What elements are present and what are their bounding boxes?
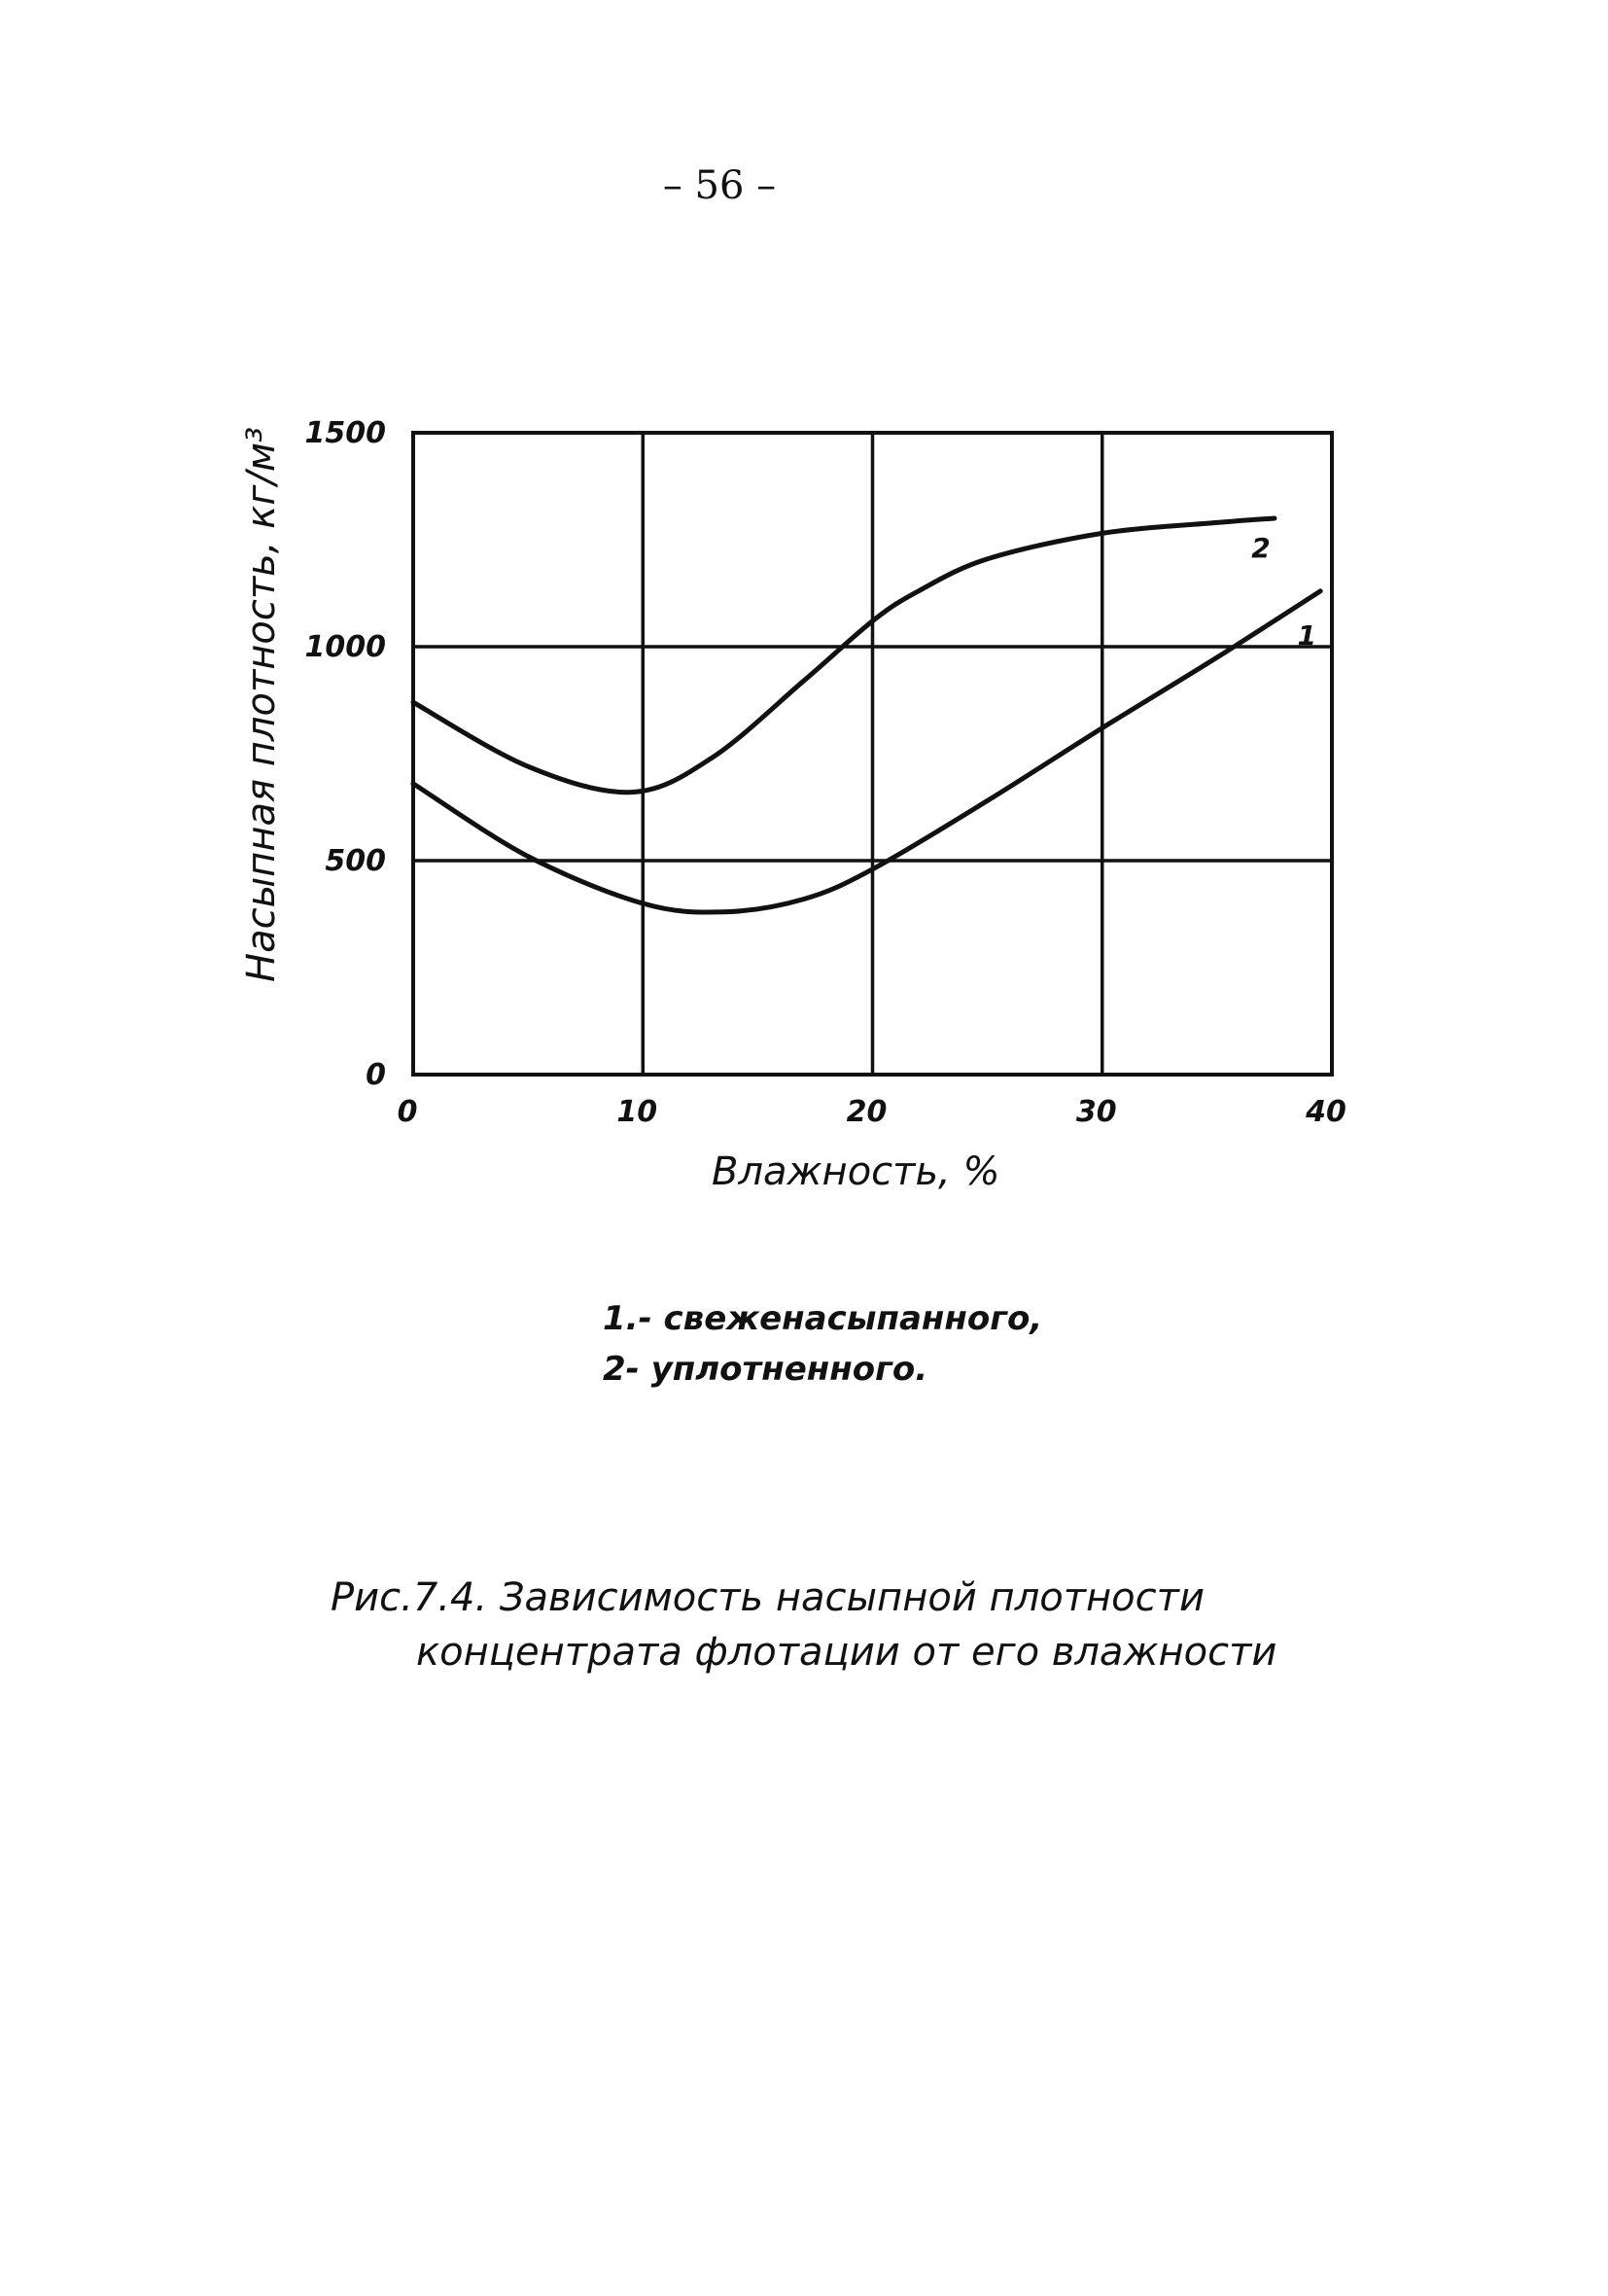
chart-grid [413,433,1332,1075]
x-tick-label-30: 30 [1075,1095,1117,1129]
y-tick-label-0: 0 [366,1058,386,1092]
series-label-1: 1 [1297,618,1316,652]
chart-curves [413,518,1320,912]
y-axis-title: Насыпная плотность, кг/м³ [239,426,284,982]
x-tick-label-0: 0 [397,1095,418,1129]
series-line-2 [413,518,1275,793]
legend-item-2: 2- уплотненного. [603,1350,928,1389]
caption-line-2: концентрата флотации от его влажности [416,1630,1277,1675]
y-tick-label-500: 500 [325,844,386,878]
x-tick-label-40: 40 [1306,1095,1346,1129]
x-tick-label-10: 10 [616,1095,658,1129]
series-line-1 [413,591,1320,912]
legend [603,1293,1042,1395]
y-tick-label-1000: 1000 [304,630,386,664]
y-tick-label-1500: 1500 [304,416,386,450]
figure-caption [331,1571,1276,1679]
x-tick-label-20: 20 [846,1095,888,1129]
legend-item-1: 1.- свеженасыпанного, [603,1299,1043,1338]
series-label-2: 2 [1251,532,1271,564]
page-number: – 56 – [662,163,777,208]
x-axis-title: Влажность, % [712,1149,1000,1194]
caption-line-1: Рис.7.4. Зависимость насыпной плотности [331,1575,1205,1620]
